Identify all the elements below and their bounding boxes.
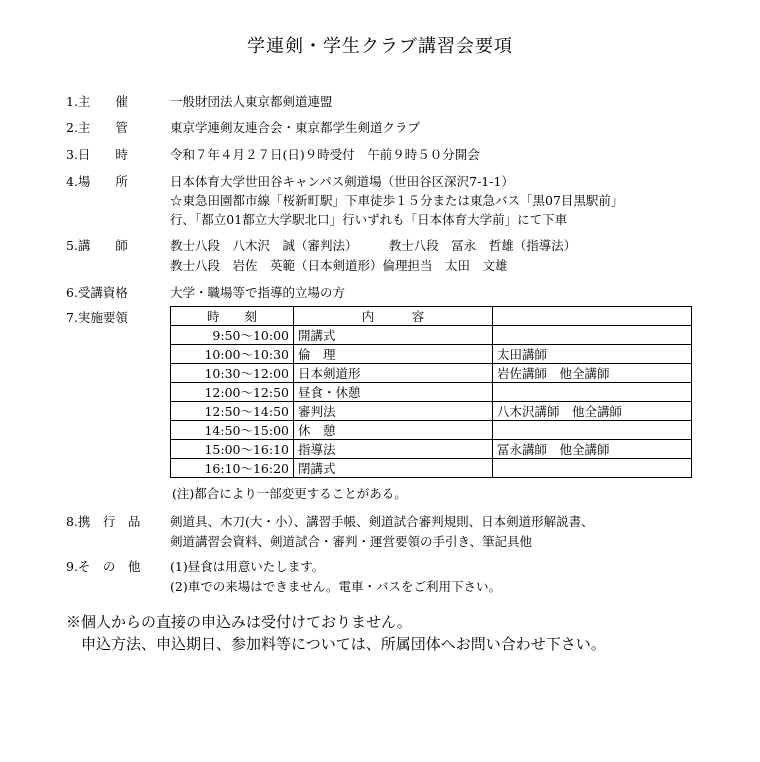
schedule-note: (注)都合により一部変更することがある。 xyxy=(172,486,407,501)
lecturer-cell xyxy=(493,383,692,402)
time-cell: 10:30～12:00 xyxy=(171,364,294,383)
lecturer-cell xyxy=(493,326,692,345)
item-text: (2)車での来場はできません。電車・バスをご利用下さい。 xyxy=(170,579,501,594)
table-row xyxy=(171,440,692,459)
item-label: 3.日 時 xyxy=(66,147,128,162)
schedule-table xyxy=(170,306,692,478)
item-label: 1.主 催 xyxy=(66,94,128,109)
item-text: 剣道講習会資料、剣道試合・審判・運営要領の手引き、筆記具他 xyxy=(170,534,533,549)
table-row xyxy=(171,364,692,383)
lecturer-cell: 冨永講師 他全講師 xyxy=(493,440,692,459)
item-label: 5.講 師 xyxy=(66,238,128,253)
item-text: 剣道具、木刀(大・小）、講習手帳、剣道試合審判規則、日本剣道形解説書、 xyxy=(170,514,594,529)
content-cell: 指導法 xyxy=(294,440,493,459)
item-text: 日本体育大学世田谷キャンパス剣道場（世田谷区深沢7-1-1） xyxy=(170,174,514,189)
item-text: 東京学連剣友連合会・東京都学生剣道クラブ xyxy=(170,120,421,135)
item-text: (1)昼食は用意いたします。 xyxy=(170,559,325,574)
content-cell: 倫 理 xyxy=(294,345,493,364)
content-cell: 昼食・休憩 xyxy=(294,383,493,402)
item-text: ☆東急田園都市線「桜新町駅」下車徒歩１５分または東急バス「黒07目黒駅前」 xyxy=(170,193,624,208)
content-cell: 開講式 xyxy=(294,326,493,345)
table-row xyxy=(171,402,692,421)
time-cell: 14:50～15:00 xyxy=(171,421,294,440)
column-header xyxy=(493,307,692,326)
content-cell: 日本剣道形 xyxy=(294,364,493,383)
content-cell: 休 憩 xyxy=(294,421,493,440)
table-header-row xyxy=(171,307,692,326)
item-label: 7.実施要領 xyxy=(66,310,128,325)
content-cell: 審判法 xyxy=(294,402,493,421)
content-cell: 閉講式 xyxy=(294,459,493,478)
item-label: 9.そ の 他 xyxy=(66,559,141,574)
time-cell: 12:50～14:50 xyxy=(171,402,294,421)
time-cell: 12:00～12:50 xyxy=(171,383,294,402)
item-text: 令和７年４月２７日(日)９時受付 午前９時５０分開会 xyxy=(170,147,480,162)
item-text: 教士八段 岩佐 英範（日本剣道形）倫理担当 太田 文雄 xyxy=(170,258,508,273)
item-label: 4.場 所 xyxy=(66,174,128,189)
lecturer-cell: 岩佐講師 他全講師 xyxy=(493,364,692,383)
lecturer-cell: 太田講師 xyxy=(493,345,692,364)
item-text: 一般財団法人東京都剣道連盟 xyxy=(170,94,333,109)
lecturer-cell xyxy=(493,459,692,478)
item-label: 6.受講資格 xyxy=(66,285,128,300)
time-cell: 10:00～10:30 xyxy=(171,345,294,364)
table-row xyxy=(171,421,692,440)
item-text: 大学・職場等で指導的立場の方 xyxy=(170,285,346,300)
notice-line: 申込方法、申込期日、参加料等については、所属団体へお問い合わせ下さい。 xyxy=(66,635,606,653)
item-text: 行、「都立01都立大学駅北口」行いずれも「日本体育大学前」にて下車 xyxy=(170,212,568,227)
notice-line: ※個人からの直接の申込みは受付けておりません。 xyxy=(66,613,412,631)
column-header: 時 刻 xyxy=(171,307,294,326)
time-cell: 9:50～10:00 xyxy=(171,326,294,345)
table-row xyxy=(171,326,692,345)
item-text: 教士八段 八木沢 誠（審判法） 教士八段 冨永 哲雄（指導法） xyxy=(170,238,577,253)
table-row xyxy=(171,383,692,402)
time-cell: 15:00～16:10 xyxy=(171,440,294,459)
lecturer-cell xyxy=(493,421,692,440)
lecturer-cell: 八木沢講師 他全講師 xyxy=(493,402,692,421)
item-label: 8.携 行 品 xyxy=(66,514,141,529)
item-label: 2.主 管 xyxy=(66,120,128,135)
table-row xyxy=(171,459,692,478)
column-header: 内 容 xyxy=(294,307,493,326)
table-row xyxy=(171,345,692,364)
page-title: 学連剣・学生クラブ講習会要項 xyxy=(247,36,513,57)
time-cell: 16:10～16:20 xyxy=(171,459,294,478)
